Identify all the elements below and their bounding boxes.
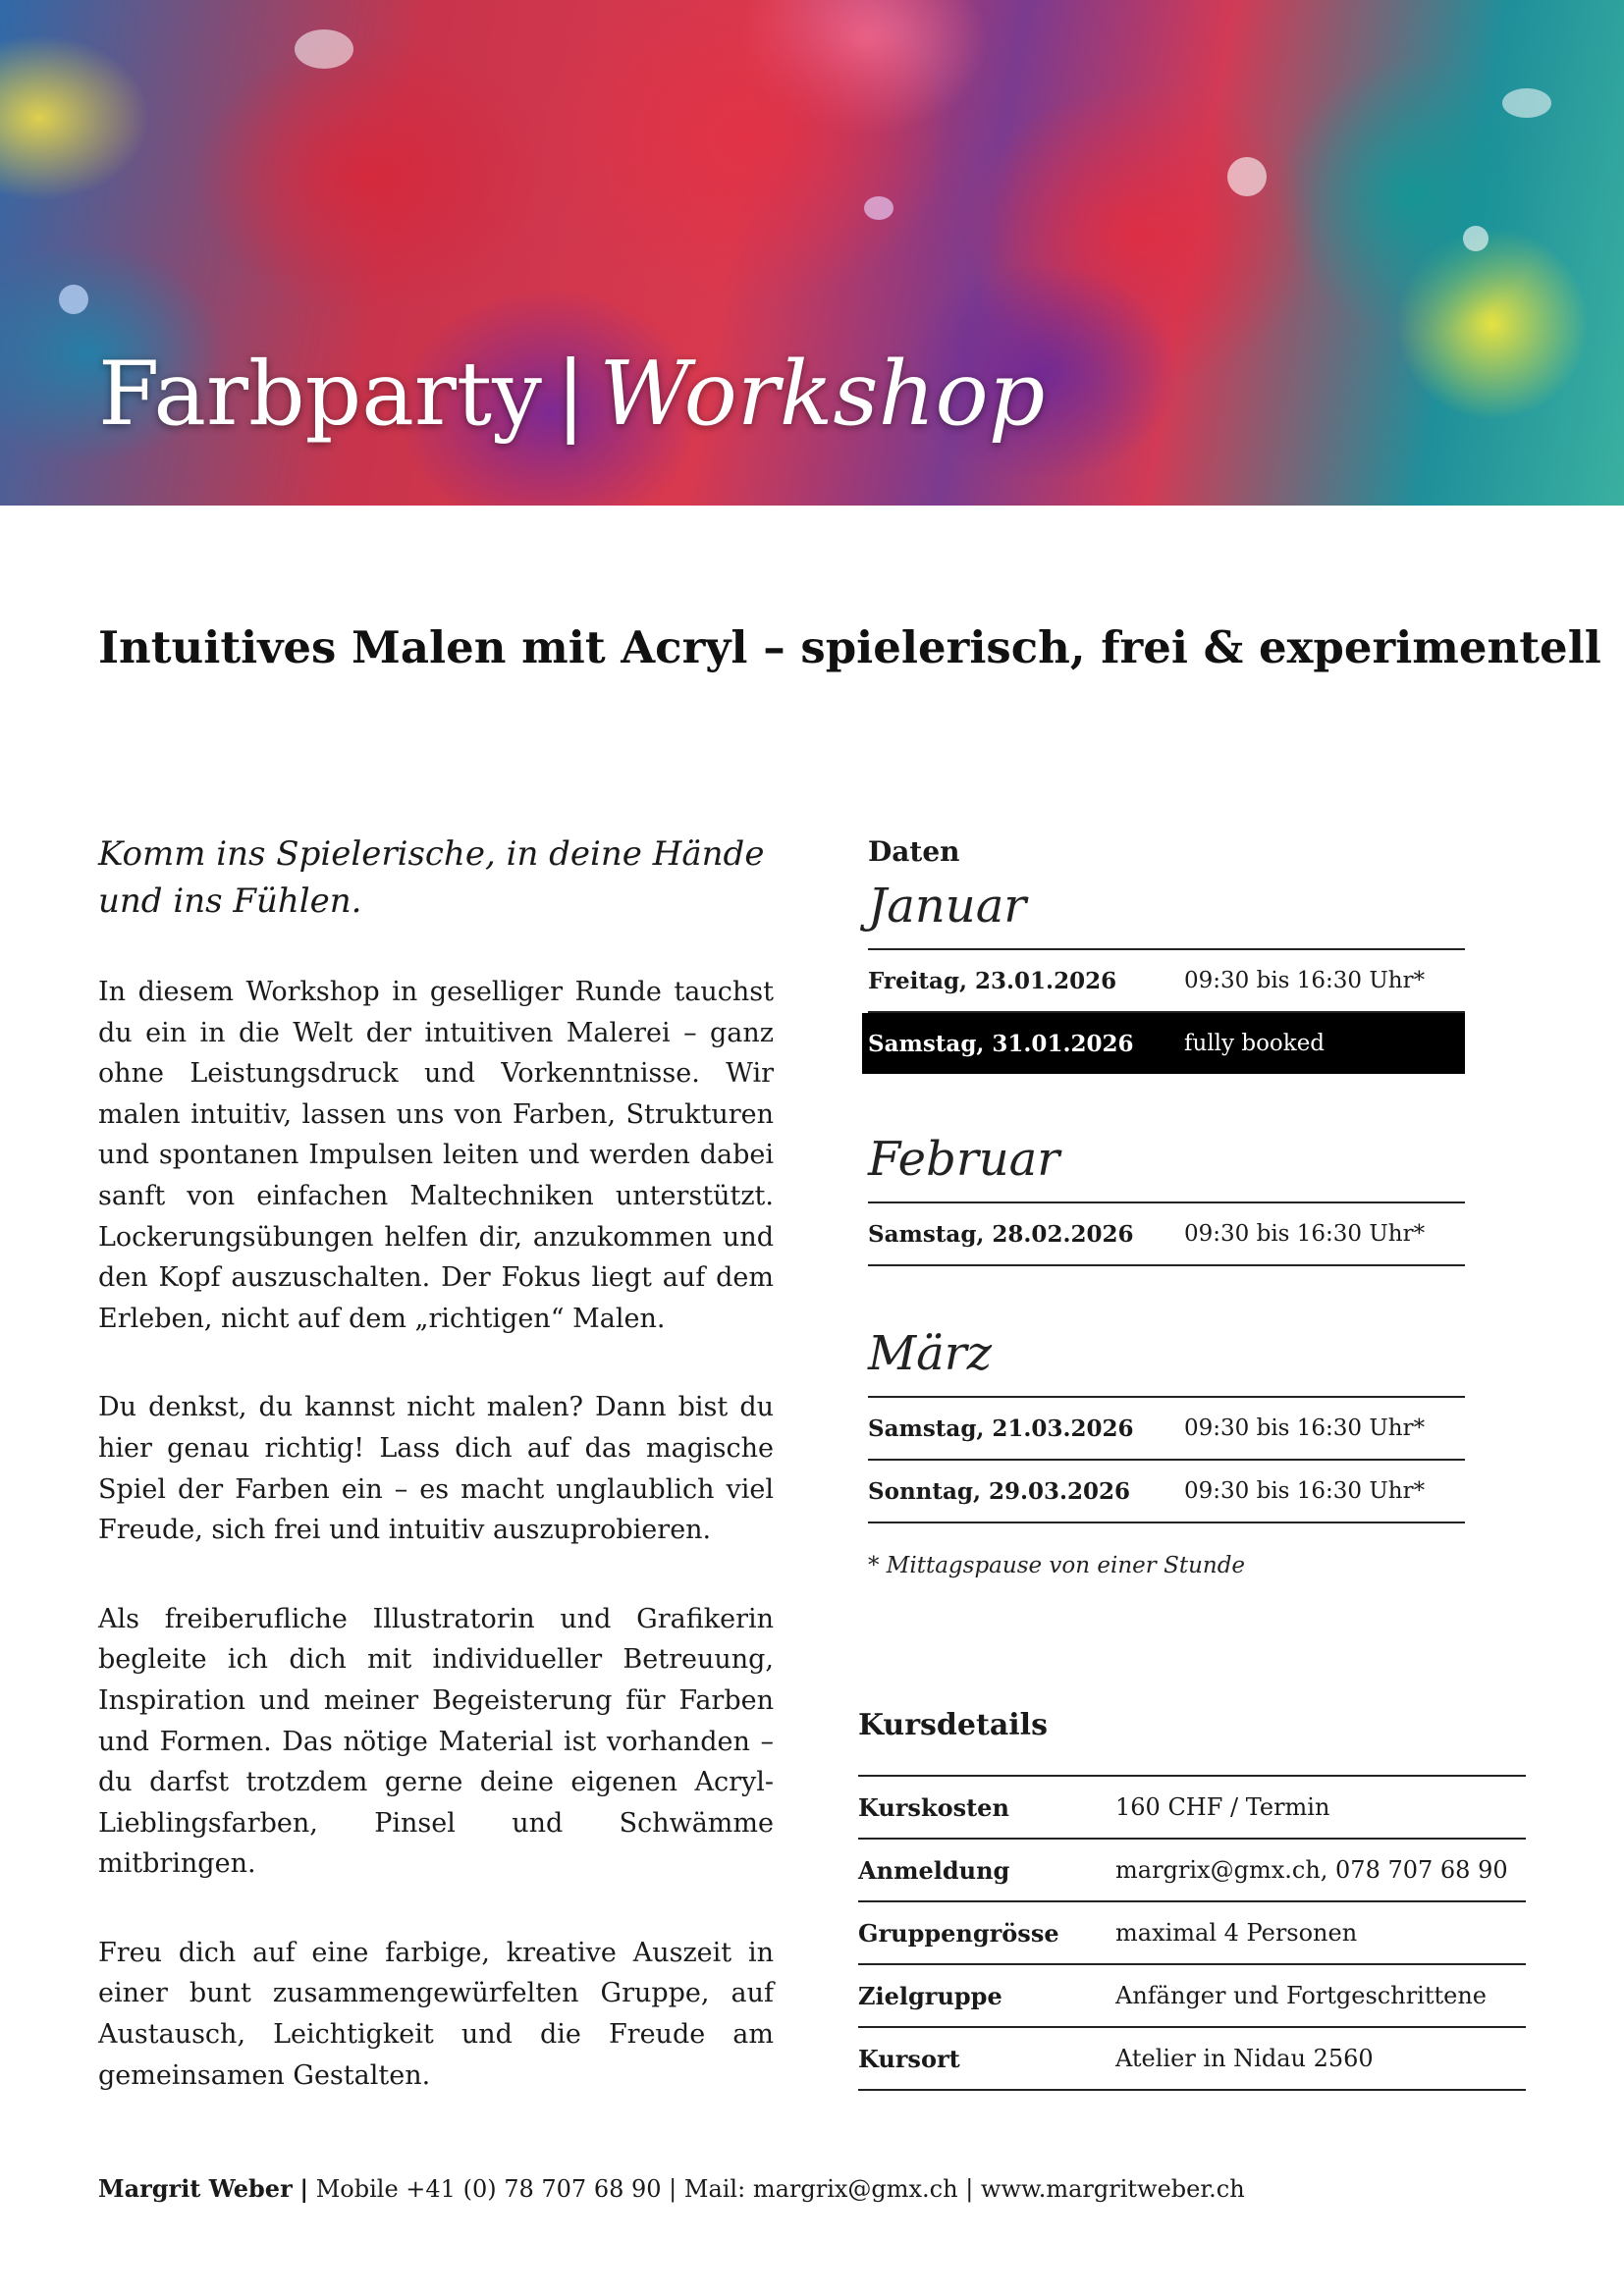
month-heading-maerz: März (868, 1326, 992, 1381)
date-label: Samstag, 28.02.2026 (868, 1220, 1134, 1248)
date-list-februar (868, 1201, 1465, 1266)
month-heading-januar: Januar (868, 879, 1027, 934)
course-details-table (858, 1775, 1526, 2091)
course-details (858, 1702, 1526, 2091)
detail-label: Kursort (858, 2044, 960, 2073)
date-label: Sonntag, 29.03.2026 (868, 1477, 1131, 1505)
intro-text (98, 830, 774, 925)
paragraph: Du denkst, du kannst nicht malen? Dann bist du hier genau richtig! Lass dich auf das magische Spiel der Farben ein – es macht unglaublich viel Freude, sich frei und intuitiv auszuprobieren. (98, 1392, 774, 1546)
detail-value: margrix@gmx.ch, 078 707 68 90 (1115, 1856, 1508, 1884)
date-label: Samstag, 31.01.2026 (868, 1030, 1134, 1057)
paint-blob (864, 196, 893, 220)
banner-title-separator: | (555, 343, 586, 446)
time-label: 09:30 bis 16:30 Uhr* (1184, 1478, 1426, 1504)
paint-blob (295, 29, 353, 69)
footer-name: Margrit Weber (98, 2174, 293, 2203)
detail-value: 160 CHF / Termin (1115, 1793, 1330, 1821)
date-row (868, 1203, 1465, 1266)
banner-title-subtitle: Workshop (599, 343, 1046, 446)
date-row-booked (862, 1013, 1465, 1074)
date-row (868, 1398, 1465, 1461)
banner-painting (0, 0, 1624, 506)
detail-label: Zielgruppe (858, 1981, 1002, 2010)
paint-blob (59, 285, 88, 314)
date-list-maerz (868, 1396, 1465, 1523)
page-headline: Intuitives Malen mit Acryl – spielerisch, frei & experimentell (98, 621, 1601, 673)
detail-label: Anmeldung (858, 1855, 1010, 1885)
date-row (868, 1461, 1465, 1523)
detail-row-cost (858, 1777, 1526, 1840)
banner-title-main: Farbparty (98, 343, 542, 446)
dates-title: Daten (868, 835, 960, 868)
footer-contact-details: Mobile +41 (0) 78 707 68 90 | Mail: margrix@gmx.ch | www.margritweber.ch (315, 2175, 1245, 2203)
detail-row-group-size (858, 1902, 1526, 1965)
intro-line-2: und ins Fühlen. (98, 881, 362, 921)
intro-line-1: Komm ins Spielerische, in deine Hände (98, 834, 765, 874)
detail-row-audience (858, 1965, 1526, 2028)
detail-row-registration (858, 1840, 1526, 1902)
paragraph: In diesem Workshop in geselliger Runde tauchst du ein in die Welt der intuitiven Malerei – ganz ohne Leistungsdruck und Vorkenntnisse. Wir malen intuitiv, lassen uns von Farben, Strukturen und spontanen Impulsen leiten und werden dabei sanft von einfachen Maltechniken unterstützt. Lockerungsübungen helfen dir, anzukommen und den Kopf auszuschalten. Der Fokus liegt auf dem Erleben, nicht auf dem „richtigen“ Malen. (98, 977, 774, 1334)
month-heading-februar: Februar (868, 1132, 1060, 1187)
dates-section (868, 832, 1465, 1580)
time-label: 09:30 bis 16:30 Uhr* (1184, 1221, 1426, 1247)
date-list-januar (868, 948, 1465, 1074)
detail-value: Anfänger und Fortgeschrittene (1115, 1982, 1487, 2009)
detail-value: maximal 4 Personen (1115, 1919, 1358, 1947)
booked-status: fully booked (1184, 1031, 1326, 1056)
paint-blob (1463, 226, 1489, 251)
lunch-footnote: * Mittagspause von einer Stunde (868, 1553, 1246, 1578)
paint-blob (1502, 88, 1551, 118)
course-details-title: Kursdetails (858, 1708, 1048, 1742)
footer-contact (98, 2171, 1245, 2207)
paint-blob (1227, 157, 1267, 196)
detail-label: Gruppengrösse (858, 1918, 1059, 1948)
paragraph: Freu dich auf eine farbige, kreative Auszeit in einer bunt zusammengewürfelten Gruppe, auf Austausch, Leichtigkeit und die Freude am gemeinsamen Gestalten. (98, 1937, 774, 2091)
description-column (98, 830, 774, 2096)
detail-row-location (858, 2028, 1526, 2091)
date-row (868, 950, 1465, 1013)
footer-separator: | (299, 2174, 309, 2203)
time-label: 09:30 bis 16:30 Uhr* (1184, 1415, 1426, 1441)
date-label: Samstag, 21.03.2026 (868, 1415, 1134, 1442)
time-label: 09:30 bis 16:30 Uhr* (1184, 968, 1426, 993)
date-label: Freitag, 23.01.2026 (868, 967, 1117, 994)
detail-value: Atelier in Nidau 2560 (1115, 2045, 1374, 2072)
paragraph: Als freiberufliche Illustratorin und Grafikerin begleite ich dich mit individueller Betreuung, Inspiration und meiner Begeisterung für Farben und Formen. Das nötige Material ist vorhanden – du darfst trotzdem gerne deine eigenen Acryl-Lieblingsfarben, Pinsel und Schwämme mitbringen. (98, 1603, 774, 1880)
banner-title (98, 343, 1046, 446)
detail-label: Kurskosten (858, 1792, 1009, 1822)
